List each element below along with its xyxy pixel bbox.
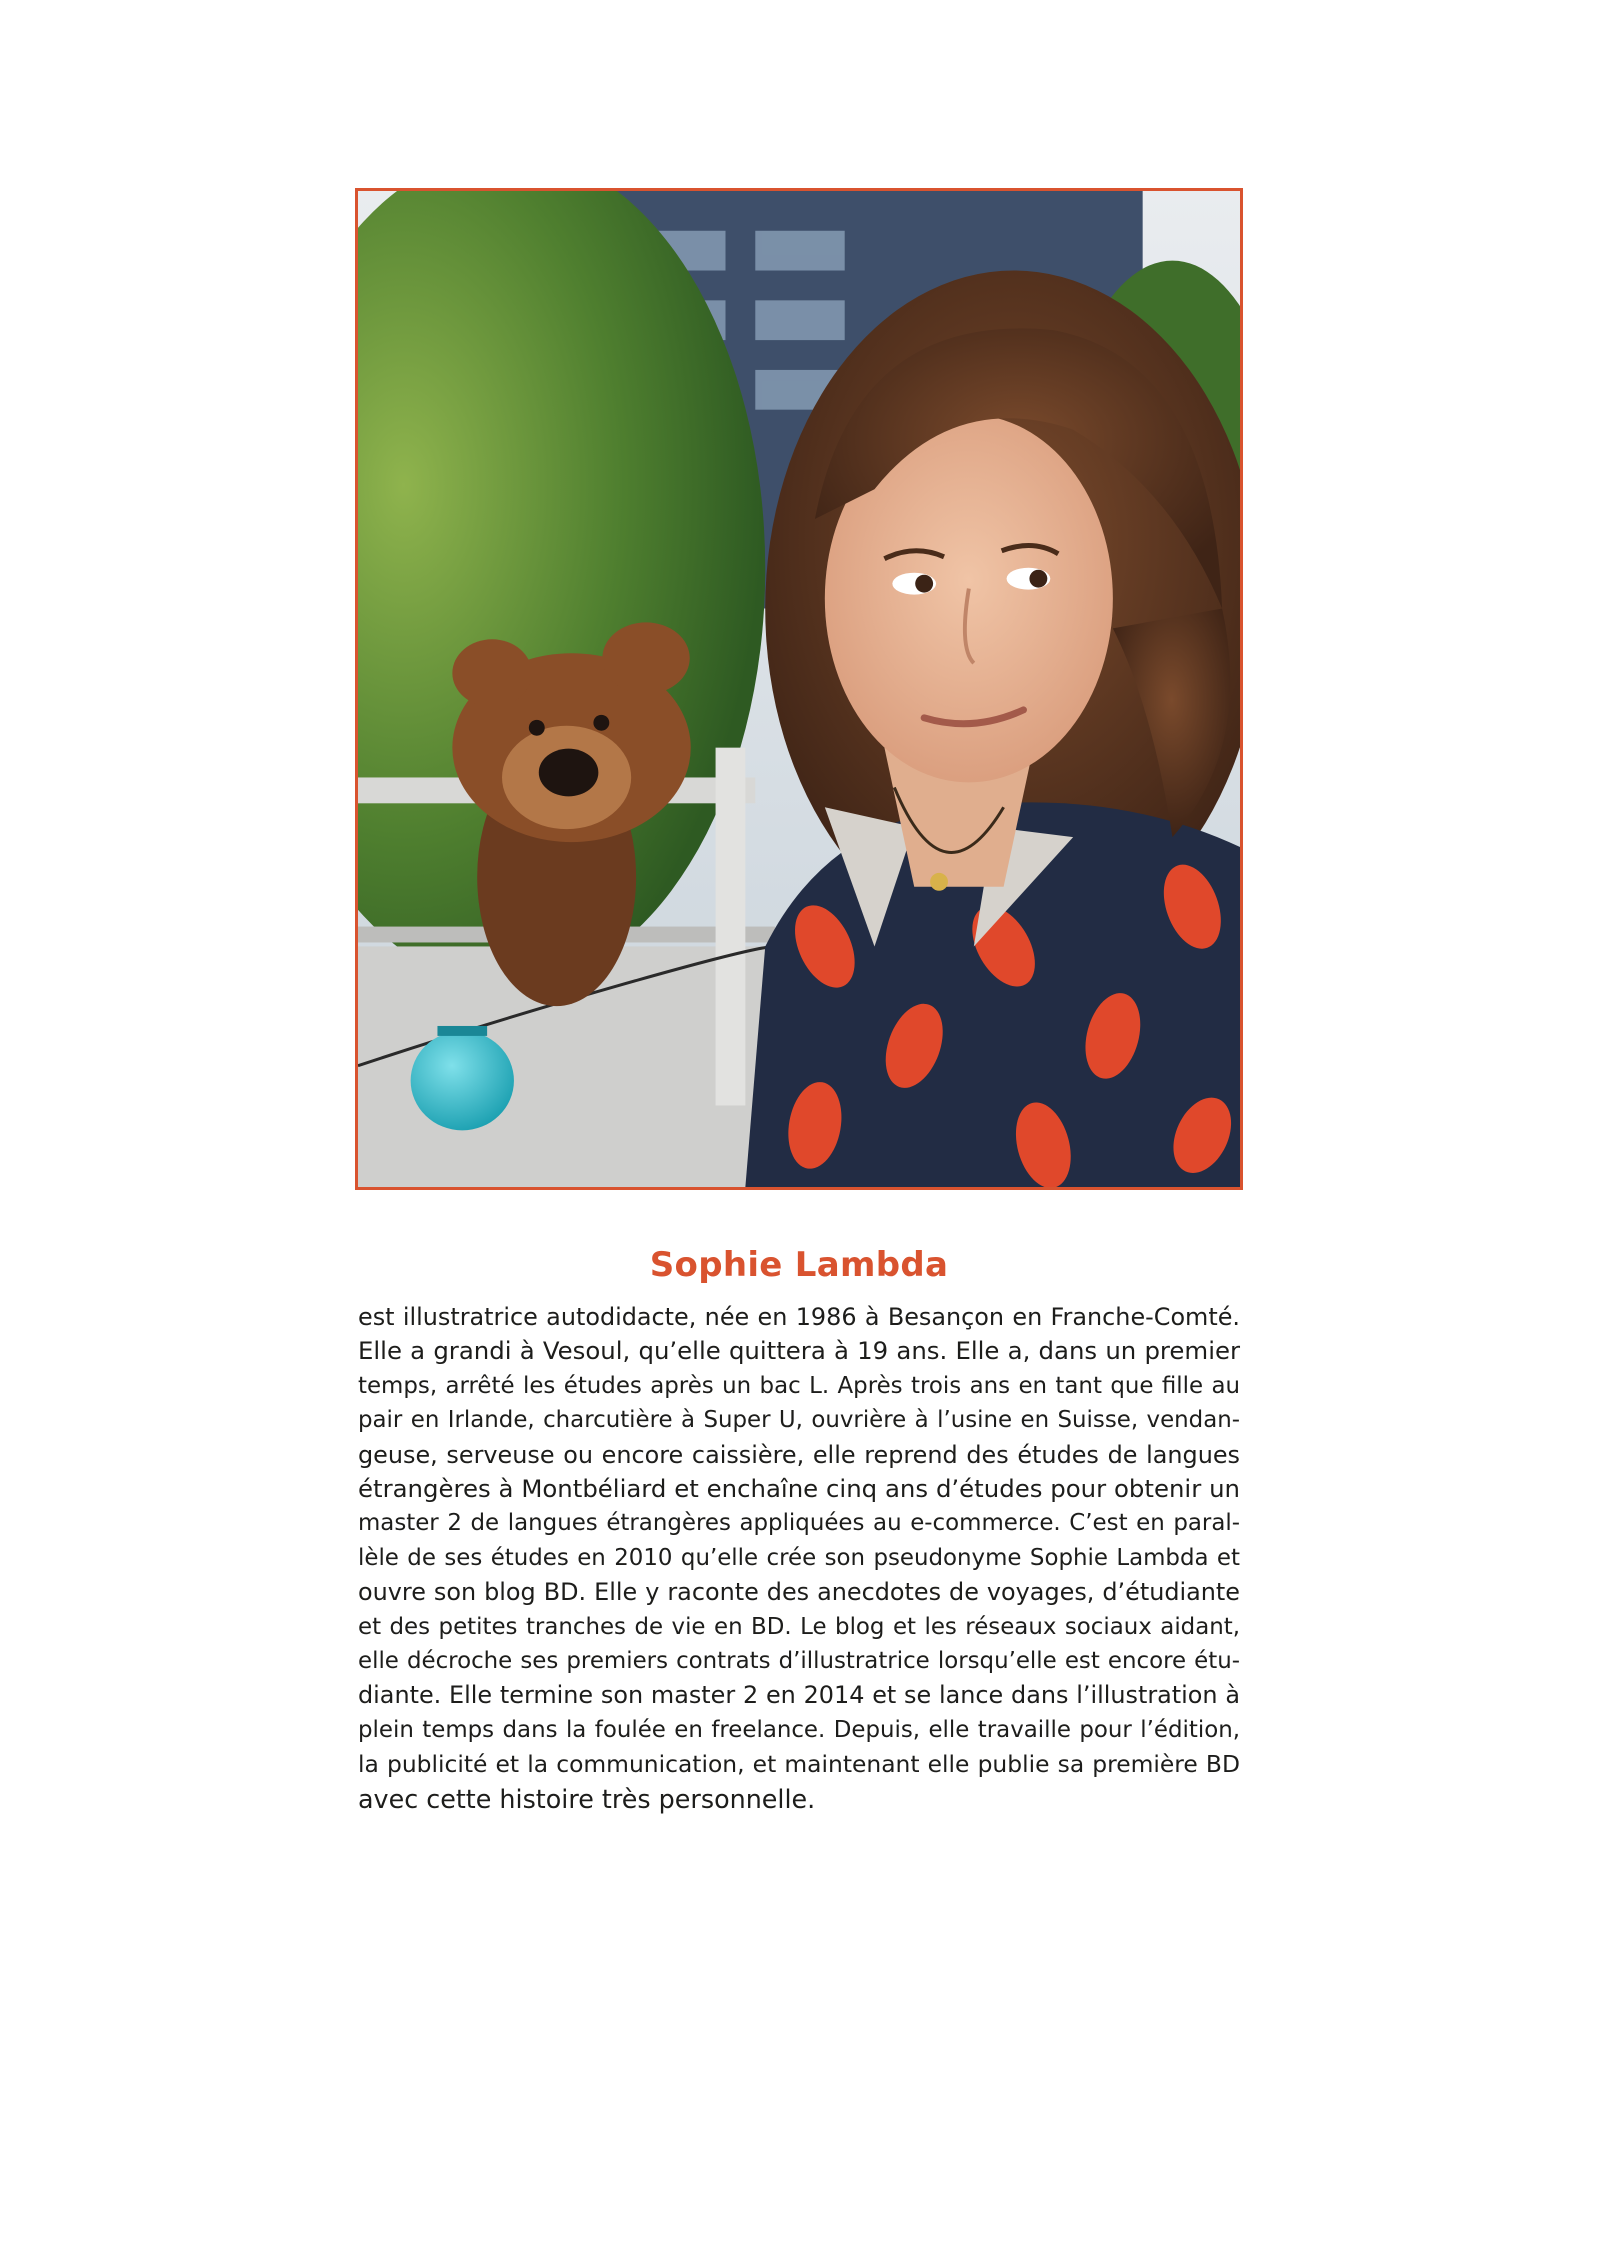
bio-line: et des petites tranches de vie en BD. Le blog et les réseaux sociaux aidant,: [358, 1613, 1240, 1640]
author-photo-illustration: [358, 191, 1240, 1187]
bio-line: diante. Elle termine son master 2 en 2014 et se lance dans l’illustration à: [358, 1681, 1240, 1710]
author-photo: [355, 188, 1243, 1190]
author-name: Sophie Lambda: [649, 1245, 949, 1285]
author-biography: [358, 1300, 1240, 1816]
bio-line: Elle a grandi à Vesoul, qu’elle quittera à 19 ans. Elle a, dans un premier: [358, 1336, 1240, 1366]
bio-line: temps, arrêté les études après un bac L. Après trois ans en tant que fille au: [358, 1372, 1240, 1399]
bio-line: lèle de ses études en 2010 qu’elle crée son pseudonyme Sophie Lambda et: [358, 1544, 1240, 1571]
bio-line: elle décroche ses premiers contrats d’illustratrice lorsqu’elle est encore étu-: [358, 1648, 1240, 1675]
bio-line: étrangères à Montbéliard et enchaîne cinq ans d’études pour obtenir un: [358, 1474, 1240, 1504]
bio-line: est illustratrice autodidacte, née en 1986 à Besançon en Franche-Comté.: [358, 1303, 1240, 1331]
bio-line: plein temps dans la foulée en freelance. Depuis, elle travaille pour l’édition,: [358, 1716, 1240, 1743]
bio-line: geuse, serveuse ou encore caissière, elle reprend des études de langues: [358, 1440, 1240, 1469]
bio-line: master 2 de langues étrangères appliquées au e-commerce. C’est en paral-: [358, 1510, 1240, 1537]
bio-line: la publicité et la communication, et maintenant elle publie sa première BD: [358, 1750, 1240, 1779]
bio-line: avec cette histoire très personnelle.: [358, 1783, 816, 1814]
bio-line: pair en Irlande, charcutière à Super U, ouvrière à l’usine en Suisse, vendan-: [358, 1407, 1240, 1434]
bio-line: ouvre son blog BD. Elle y raconte des anecdotes de voyages, d’étudiante: [358, 1578, 1240, 1607]
